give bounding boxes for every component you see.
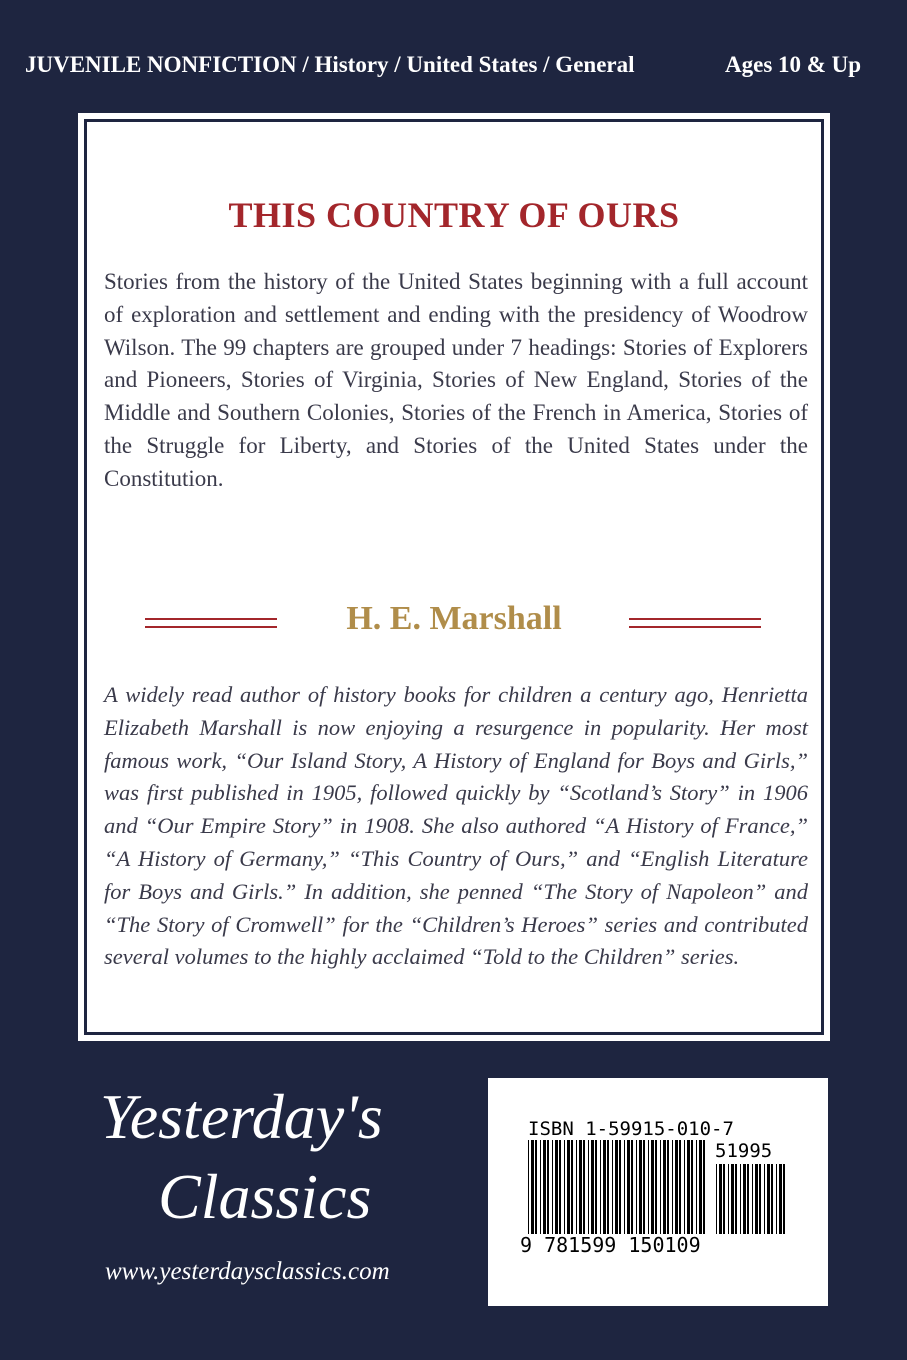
author-name: H. E. Marshall <box>346 600 562 637</box>
book-summary: Stories from the history of the United States beginning with a full account of exploration and settlement and ending with the presidency of Woodrow Wilson. The 99 chapters are grouped under 7 headings: Stories of Explorers and Pioneers, Stories of Virginia, Stories of New England, Stories of the Middle and Southern Colonies, Stories of the French in America, Stories of the Struggle for Liberty, and Stories of the United States under the Constitution. <box>104 269 808 491</box>
description-panel-border <box>84 119 824 1035</box>
category-label: JUVENILE NONFICTION / History / United States / General <box>25 52 635 77</box>
logo-line-2: Classics <box>158 1161 372 1232</box>
logo-line-1: Yesterday's <box>100 1081 383 1152</box>
ages-label: Ages 10 & Up <box>725 52 862 77</box>
author-bio: A widely read author of history books for children a century ago, Henrietta Elizabeth Marshall is now enjoying a resurgence in popularity. Her most famous work, “Our Island Story, A History of England for Boys and Girls,” was first published in 1905, followed quickly by “Scotland’s Story” in 1906 and “Our Empire Story” in 1908. She also authored “A History of France,” “A History of Germany,” “This Country of Ours,” and “English Literature for Boys and Girls.” In addition, she penned “The Story of Napoleon” and “The Story of Cromwell” for the “Children’s Heroes” series and contributed several volumes to the highly acclaimed “Told to the Children” series. <box>104 682 808 970</box>
barcode-icon <box>528 1140 788 1238</box>
book-title: THIS COUNTRY OF OURS <box>228 195 680 235</box>
barcode-box <box>488 1078 828 1306</box>
ean-number: 9 781599 150109 <box>520 1233 701 1257</box>
isbn-label: ISBN 1-59915-010-7 <box>528 1118 734 1140</box>
top-bar <box>0 52 907 86</box>
publisher-website: www.yesterdaysclassics.com <box>105 1258 390 1285</box>
description-panel <box>78 113 830 1041</box>
publisher-logo <box>100 1080 460 1250</box>
divider-right <box>629 618 761 628</box>
price-code: 51995 <box>715 1140 773 1162</box>
